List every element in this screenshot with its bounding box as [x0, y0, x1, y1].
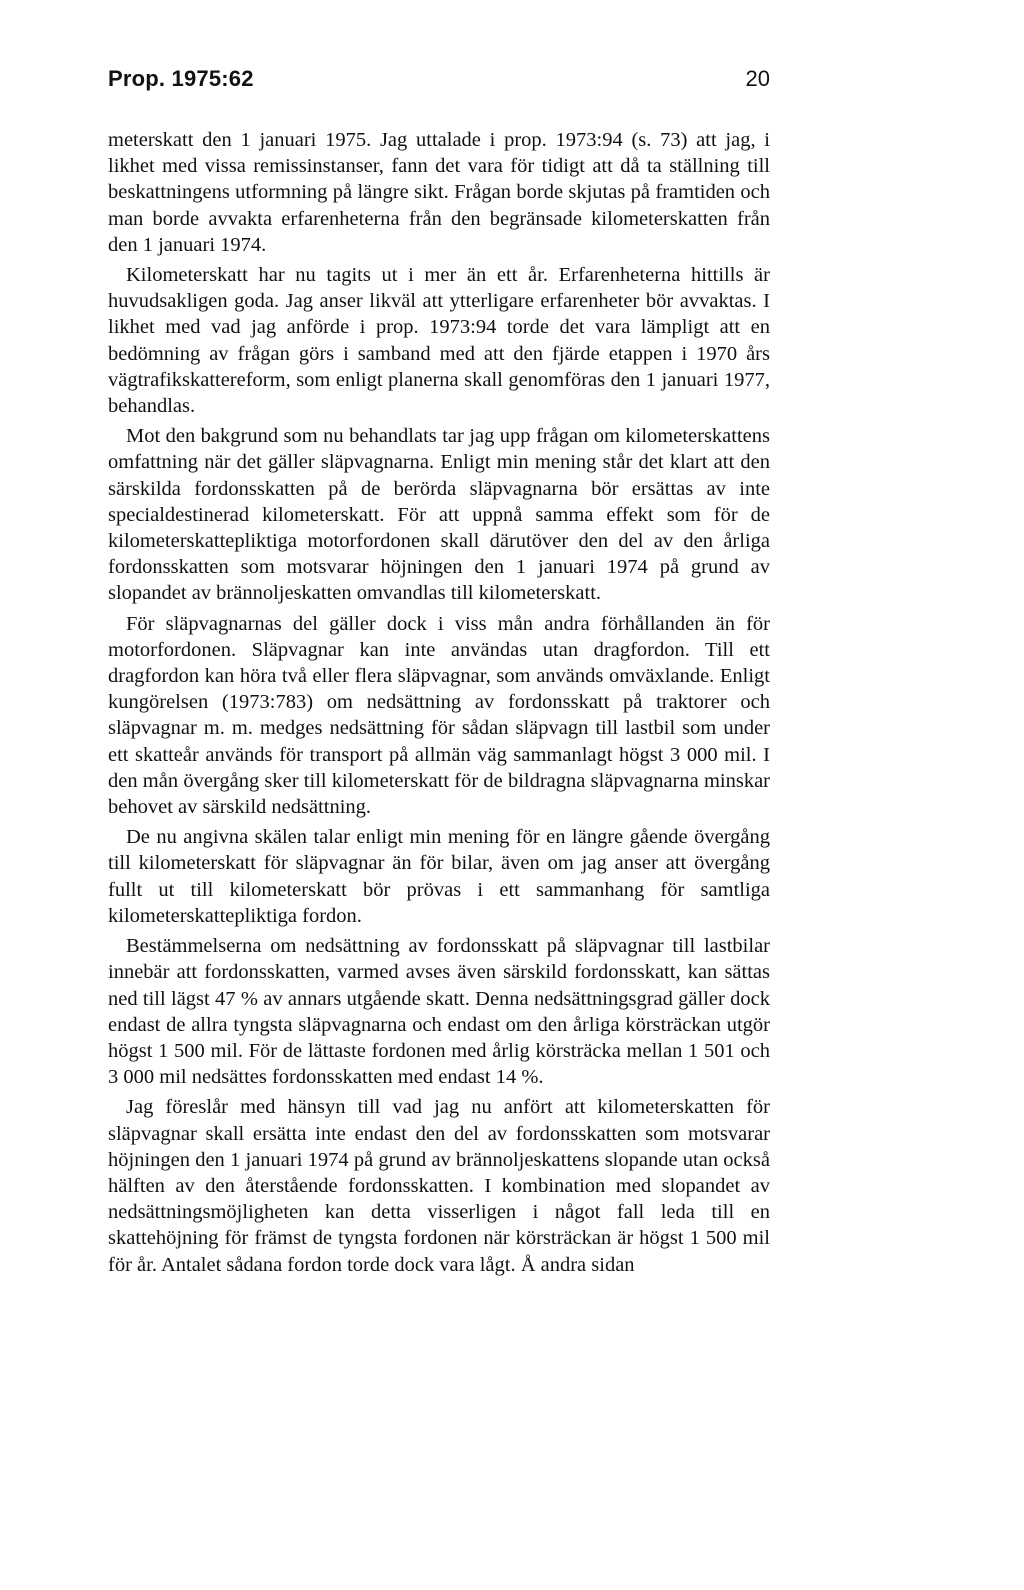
paragraph: Kilometerskatt har nu tagits ut i mer än ett år. Erfarenheterna hittills är huvudsakligen goda. Jag anser likväl att ytterligare erfarenheter bör avvaktas. I likhet med vad jag anförde i prop. 1973:94 torde det vara lämpligt att en bedömning av frågan görs i samband med att den fjärde etappen i 1970 års vägtrafikskattereform, som enligt planerna skall genomföras den 1 januari 1977, behandlas.: [108, 264, 770, 418]
paragraph: För släpvagnarnas del gäller dock i viss mån andra förhållanden än för motorfordonen. Släpvagnar kan inte användas utan dragfordon. Till ett dragfordon kan höra två eller flera släpvagnar, som används omväxlande. Enligt kungörelsen (1973:783) om nedsättning av fordonsskatt på traktorer och släpvagnar m. m. medges nedsättning för sådan släpvagn till lastbil som under ett skatteår används för transport på allmän väg sammanlagt högst 3 000 mil. I den mån övergång sker till kilometerskatt för de bildragna släpvagnarna minskar behovet av särskild nedsättning.: [108, 612, 770, 819]
page-number: 20: [745, 66, 770, 91]
body-text: [108, 127, 770, 1282]
page-header: [108, 66, 770, 98]
paragraph: Mot den bakgrund som nu behandlats tar jag upp frågan om kilometerskattens omfattning när det gäller släpvagnarna. Enligt min mening står det klart att den särskilda fordonsskatten på de berörda släpvagnarna bör ersättas av inte specialdestinerad kilometerskatt. För att uppnå samma effekt som för de kilometerskattepliktiga motorfordonen skall därutöver den del av den årliga fordonsskatten som motsvarar höjningen den 1 januari 1974 på grund av slopandet av brännoljeskatten omvandlas till kilometerskatt.: [108, 425, 770, 605]
paragraph: Jag föreslår med hänsyn till vad jag nu anfört att kilometerskatten för släpvagnar skall ersätta inte endast den del av fordonsskatten som motsvarar höjningen den 1 januari 1974 på grund av brännoljeskattens slopande utan också hälften av den återstående fordonsskatten. I kombination med slopandet av nedsättningsmöjligheten kan detta visserligen i något fall leda till en skattehöjning för främst de tyngsta fordonen när körsträckan är högst 1 500 mil för år. Antalet sådana fordon torde dock vara lågt. Å andra sidan: [108, 1096, 770, 1276]
paragraph: Bestämmelserna om nedsättning av fordonsskatt på släpvagnar till lastbilar innebär att fordonsskatten, varmed avses även särskild fordonsskatt, kan sättas ned till lägst 47 % av annars utgående skatt. Denna nedsättningsgrad gäller dock endast de allra tyngsta släpvagnarna och endast om den årliga körsträckan utgör högst 1 500 mil. För de lättaste fordonen med årlig körsträcka mellan 1 501 och 3 000 mil nedsättes fordonsskatten med endast 14 %.: [108, 935, 770, 1089]
paragraph: De nu angivna skälen talar enligt min mening för en längre gående övergång till kilometerskatt för släpvagnar än för bilar, även om jag anser att övergång fullt ut till kilometerskatt bör prövas i ett sammanhang för samtliga kilometerskattepliktiga fordon.: [108, 826, 770, 927]
document-reference: Prop. 1975:62: [108, 66, 254, 91]
paragraph: meterskatt den 1 januari 1975. Jag uttalade i prop. 1973:94 (s. 73) att jag, i likhet med vissa remissinstanser, fann det vara för tidigt att då ta ställning till beskattningens utformning på längre sikt. Frågan borde skjutas på framtiden och man borde avvakta erfarenheterna från den begränsade kilometerskatten från den 1 januari 1974.: [108, 129, 770, 256]
